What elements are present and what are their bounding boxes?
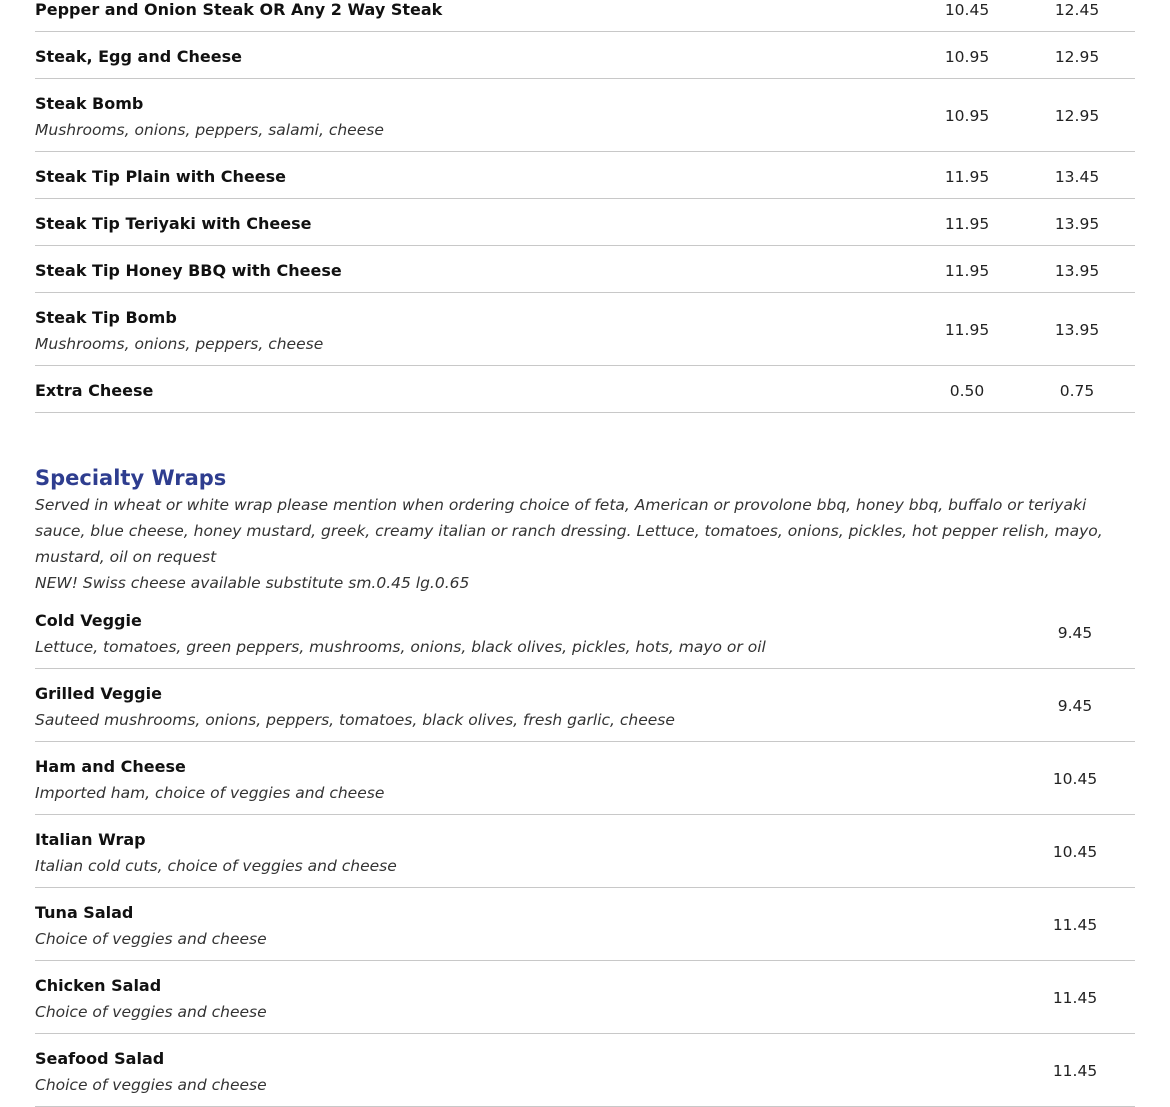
item-price: 11.45 [1052, 916, 1098, 934]
item-description: Mushrooms, onions, peppers, salami, cheese [35, 121, 384, 139]
item-price: 10.45 [1052, 843, 1098, 861]
menu-item-row [35, 152, 1135, 199]
item-name: Steak Bomb [35, 94, 144, 113]
item-name: Tuna Salad [35, 903, 134, 922]
menu-item-row [35, 742, 1135, 815]
large-price: 13.95 [1054, 321, 1100, 339]
small-price: 11.95 [944, 215, 990, 233]
item-description: Mushrooms, onions, peppers, cheese [35, 335, 324, 353]
section-spacer [35, 413, 1135, 465]
section-description: Served in wheat or white wrap please mention when ordering choice of feta, American or provolone bbq, honey bbq, buffalo or teriyaki sauce, blue cheese, honey mustard, greek, creamy italian or ranch dressing. Lettuce, tomatoes, onions, pickles, hot pepper relish, mayo, mustard, oil on request [35, 496, 1103, 566]
small-price: 10.45 [944, 1, 990, 19]
item-name: Cold Veggie [35, 611, 142, 630]
small-price: 10.95 [944, 48, 990, 66]
menu-item-row [35, 32, 1135, 79]
menu-item-row [35, 199, 1135, 246]
item-price: 9.45 [1057, 697, 1093, 715]
item-name: Ham and Cheese [35, 757, 186, 776]
small-price: 0.50 [949, 382, 985, 400]
large-price: 13.45 [1054, 168, 1100, 186]
small-price: 11.95 [944, 321, 990, 339]
menu-item-row [35, 888, 1135, 961]
menu-item-row [35, 669, 1135, 742]
large-price: 12.95 [1054, 48, 1100, 66]
menu-item-row [35, 0, 1135, 32]
item-description: Choice of veggies and cheese [35, 930, 267, 948]
item-description: Imported ham, choice of veggies and cheese [35, 784, 385, 802]
item-name: Steak Tip Teriyaki with Cheese [35, 214, 312, 233]
item-name: Seafood Salad [35, 1049, 165, 1068]
item-name: Italian Wrap [35, 830, 146, 849]
item-name: Pepper and Onion Steak OR Any 2 Way Steak [35, 0, 443, 19]
item-name: Steak Tip Honey BBQ with Cheese [35, 261, 342, 280]
menu-item-row [35, 79, 1135, 152]
item-name: Extra Cheese [35, 381, 154, 400]
item-description: Choice of veggies and cheese [35, 1076, 267, 1094]
section-note: NEW! Swiss cheese available substitute sm.0.45 lg.0.65 [35, 574, 470, 592]
item-price: 10.45 [1052, 770, 1098, 788]
menu-item-row [35, 596, 1135, 669]
menu-page [35, 0, 1135, 1107]
specialty-wraps-section [35, 465, 1135, 1107]
large-price: 13.95 [1054, 262, 1100, 280]
small-price: 10.95 [944, 107, 990, 125]
item-description: Lettuce, tomatoes, green peppers, mushrooms, onions, black olives, pickles, hots, mayo or oil [35, 638, 766, 656]
item-name: Steak Tip Plain with Cheese [35, 167, 286, 186]
item-name: Steak, Egg and Cheese [35, 47, 242, 66]
menu-item-row [35, 293, 1135, 366]
large-price: 12.45 [1054, 1, 1100, 19]
item-price: 11.45 [1052, 1062, 1098, 1080]
large-price: 13.95 [1054, 215, 1100, 233]
item-description: Italian cold cuts, choice of veggies and cheese [35, 857, 397, 875]
menu-item-row [35, 1034, 1135, 1107]
section-title: Specialty Wraps [35, 466, 227, 490]
steak-section [35, 0, 1135, 413]
item-description: Sauteed mushrooms, onions, peppers, tomatoes, black olives, fresh garlic, cheese [35, 711, 675, 729]
item-name: Chicken Salad [35, 976, 162, 995]
large-price: 12.95 [1054, 107, 1100, 125]
item-price: 11.45 [1052, 989, 1098, 1007]
menu-item-row [35, 246, 1135, 293]
item-name: Steak Tip Bomb [35, 308, 177, 327]
item-name: Grilled Veggie [35, 684, 162, 703]
menu-item-row [35, 815, 1135, 888]
item-description: Choice of veggies and cheese [35, 1003, 267, 1021]
menu-item-row [35, 366, 1135, 413]
item-price: 9.45 [1057, 624, 1093, 642]
large-price: 0.75 [1059, 382, 1095, 400]
small-price: 11.95 [944, 168, 990, 186]
small-price: 11.95 [944, 262, 990, 280]
menu-item-row [35, 961, 1135, 1034]
